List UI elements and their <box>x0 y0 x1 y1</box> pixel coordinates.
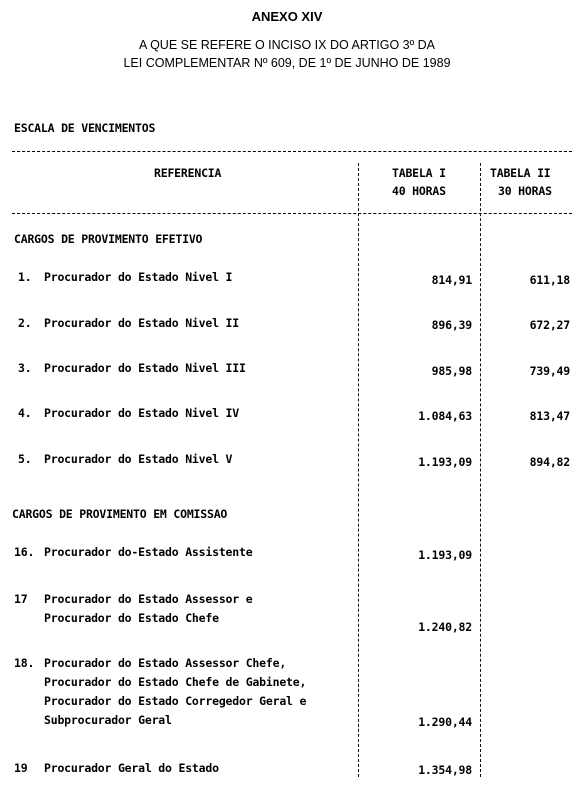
tabela1-value: 1.084,63 <box>418 409 472 423</box>
row-label-continued: Procurador do Estado Chefe de Gabinete, <box>44 675 307 689</box>
row-label: Procurador do Estado Nivel III <box>44 361 246 375</box>
row-label: Procurador do Estado Assessor e <box>44 592 253 606</box>
tabela2-value: 739,49 <box>529 364 570 378</box>
row-label-continued: Subprocurador Geral <box>44 713 172 727</box>
row-number: 1. <box>18 270 32 284</box>
annex-subtitle-line1: A QUE SE REFERE O INCISO IX DO ARTIGO 3º DA <box>138 38 436 52</box>
header-tabela2-hours: 30 HORAS <box>498 184 552 198</box>
row-number: 2. <box>18 316 32 330</box>
tabela1-value: 1.354,98 <box>418 763 472 777</box>
tabela1-value: 1.193,09 <box>418 548 472 562</box>
tabela1-value: 985,98 <box>431 364 472 378</box>
tabela1-value: 1.240,82 <box>418 620 472 634</box>
tabela2-value: 672,27 <box>529 318 570 332</box>
tabela2-value: 611,18 <box>529 273 570 287</box>
tabela1-value: 1.193,09 <box>418 455 472 469</box>
group-title-efetivo: CARGOS DE PROVIMENTO EFETIVO <box>14 232 203 246</box>
row-number: 4. <box>18 406 32 420</box>
row-number: 18. <box>14 656 35 670</box>
header-tabela1-hours: 40 HORAS <box>392 184 446 198</box>
row-label-continued: Procurador do Estado Chefe <box>44 611 219 625</box>
tabela1-value: 814,91 <box>431 273 472 287</box>
row-number: 16. <box>14 545 35 559</box>
row-number: 17 <box>14 592 28 606</box>
annex-title: ANEXO XIV <box>251 9 323 24</box>
row-label: Procurador do Estado Assessor Chefe, <box>44 656 287 670</box>
row-label: Procurador do Estado Nivel IV <box>44 406 239 420</box>
row-number: 5. <box>18 452 32 466</box>
tabela1-value: 896,39 <box>431 318 472 332</box>
row-label-continued: Procurador do Estado Corregedor Geral e <box>44 694 307 708</box>
section-title: ESCALA DE VENCIMENTOS <box>14 121 156 135</box>
column-divider-2 <box>480 163 481 777</box>
table-top-rule <box>12 151 572 152</box>
table-header-rule <box>12 213 572 214</box>
row-label: Procurador do Estado Nivel V <box>44 452 233 466</box>
tabela2-value: 813,47 <box>529 409 570 423</box>
row-label: Procurador do Estado Nivel I <box>44 270 233 284</box>
header-referencia: REFERENCIA <box>154 166 222 180</box>
tabela1-value: 1.290,44 <box>418 715 472 729</box>
row-number: 19 <box>14 761 28 775</box>
column-divider-1 <box>358 163 359 777</box>
row-label: Procurador do-Estado Assistente <box>44 545 253 559</box>
annex-subtitle-line2: LEI COMPLEMENTAR Nº 609, DE 1º DE JUNHO DE 1989 <box>123 56 451 70</box>
row-label: Procurador Geral do Estado <box>44 761 219 775</box>
row-label: Procurador do Estado Nivel II <box>44 316 239 330</box>
row-number: 3. <box>18 361 32 375</box>
header-tabela1: TABELA I <box>392 166 446 180</box>
group-title-comissao: CARGOS DE PROVIMENTO EM COMISSAO <box>12 507 228 521</box>
header-tabela2: TABELA II <box>490 166 551 180</box>
tabela2-value: 894,82 <box>529 455 570 469</box>
